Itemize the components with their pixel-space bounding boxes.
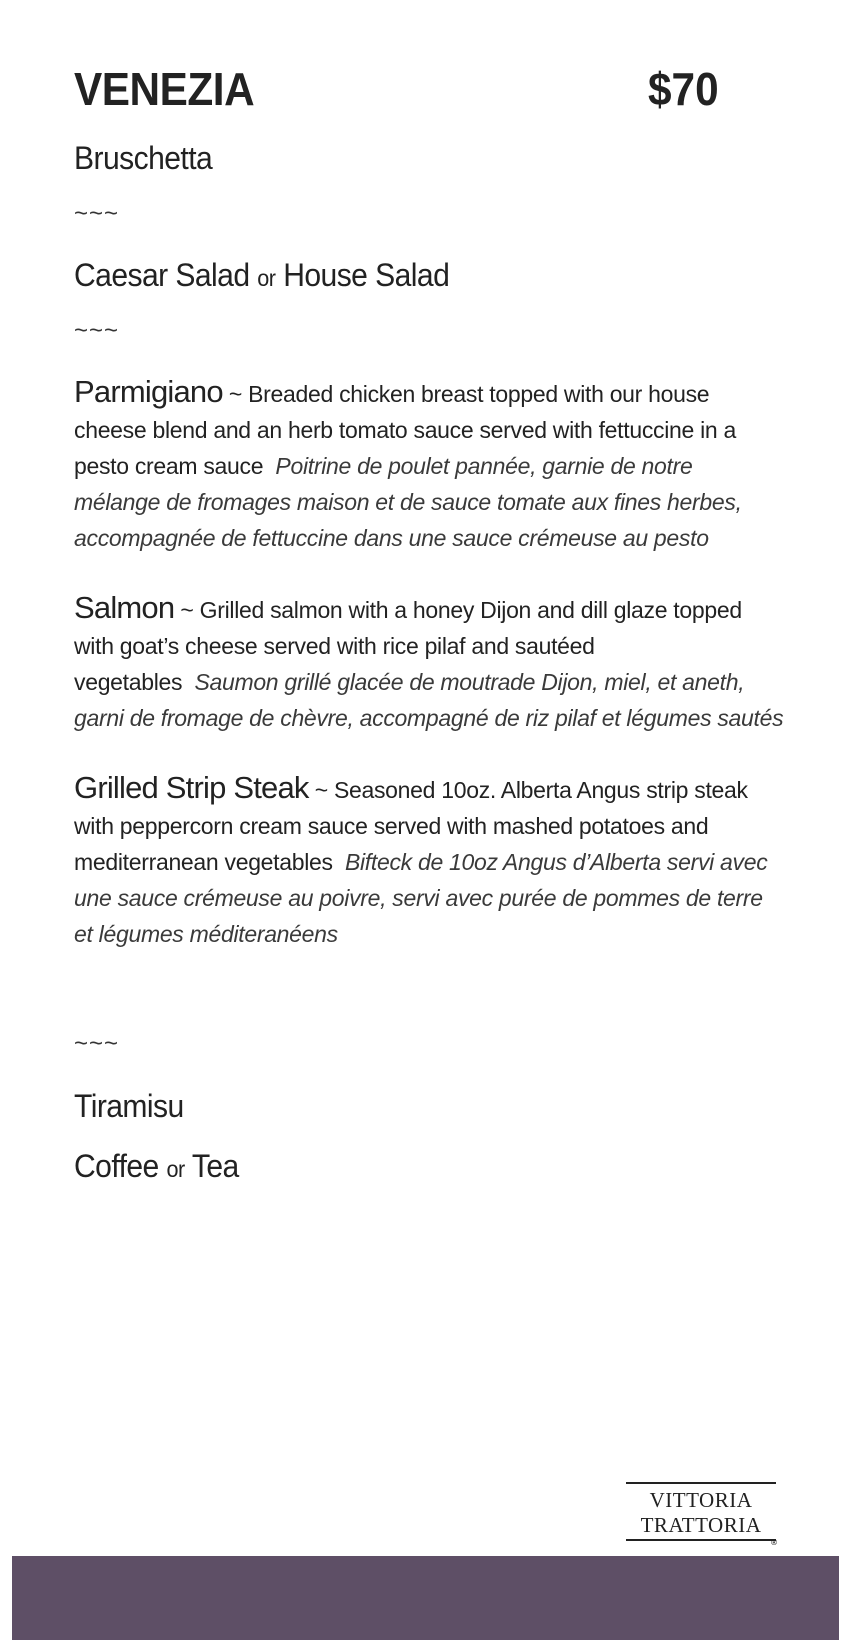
logo-line-trattoria: TRATTORIA xyxy=(640,1513,762,1537)
entree-parmigiano xyxy=(74,374,784,556)
salad-or: or xyxy=(257,265,276,291)
logo-top-rule xyxy=(626,1482,776,1484)
entree-description-en: Seasoned 10oz. Alberta Angus strip steak with peppercorn cream sauce served with mashed potatoes and mediterranean vegetables xyxy=(74,777,748,875)
entree-description-en: Grilled salmon with a honey Dijon and dill glaze topped with goat’s cheese served with rice pilaf and sautéed vegetables xyxy=(74,597,742,695)
logo-line-vittoria: VITTORIA xyxy=(649,1488,753,1512)
vittoria-trattoria-logo xyxy=(626,1482,778,1547)
logo-bottom-rule xyxy=(626,1539,776,1541)
course-separator: ~~~ xyxy=(74,317,120,344)
salad-option-house: House Salad xyxy=(283,257,450,293)
entree-description-en: Breaded chicken breast topped with our house cheese blend and an herb tomato sauce served with fettuccine in a pesto cream sauce xyxy=(74,381,736,479)
menu-price: $70 xyxy=(648,63,719,115)
entree-description-fr: Bifteck de 10oz Angus d’Alberta servi avec une sauce crémeuse au poivre, servi avec purée de pommes de terre et légumes méditeranéens xyxy=(74,849,768,947)
entree-tilde: ~ xyxy=(308,777,334,803)
entree-description-fr: Poitrine de poulet pannée, garnie de notre mélange de fromages maison et de sauce tomate aux fines herbes, accompagnée de fettuccine dans une sauce crémeuse au pesto xyxy=(74,453,742,551)
drink-option-coffee: Coffee xyxy=(74,1148,159,1184)
entree-name: Salmon xyxy=(74,590,175,625)
starter-course: Bruschetta xyxy=(74,140,213,176)
course-separator: ~~~ xyxy=(74,200,120,227)
entree-description-fr: Saumon grillé glacée de moutrade Dijon, miel, et aneth, garni de fromage de chèvre, accompagné de riz pilaf et légumes sautés xyxy=(74,669,784,731)
salad-course xyxy=(74,257,449,294)
entree-tilde: ~ xyxy=(174,597,200,623)
drink-option-tea: Tea xyxy=(191,1148,239,1184)
menu-title: VENEZIA xyxy=(74,63,255,115)
footer-band xyxy=(12,1556,839,1640)
salad-option-caesar: Caesar Salad xyxy=(74,257,250,293)
course-separator: ~~~ xyxy=(74,1030,120,1057)
entree-strip-steak xyxy=(74,770,784,952)
entree-salmon xyxy=(74,590,784,736)
entree-name: Grilled Strip Steak xyxy=(74,770,309,805)
registered-mark: ® xyxy=(770,1538,778,1547)
drink-or: or xyxy=(166,1156,185,1182)
entree-name: Parmigiano xyxy=(74,374,223,409)
drink-course xyxy=(74,1148,239,1185)
entree-tilde: ~ xyxy=(222,381,249,407)
dessert-course: Tiramisu xyxy=(74,1088,184,1124)
